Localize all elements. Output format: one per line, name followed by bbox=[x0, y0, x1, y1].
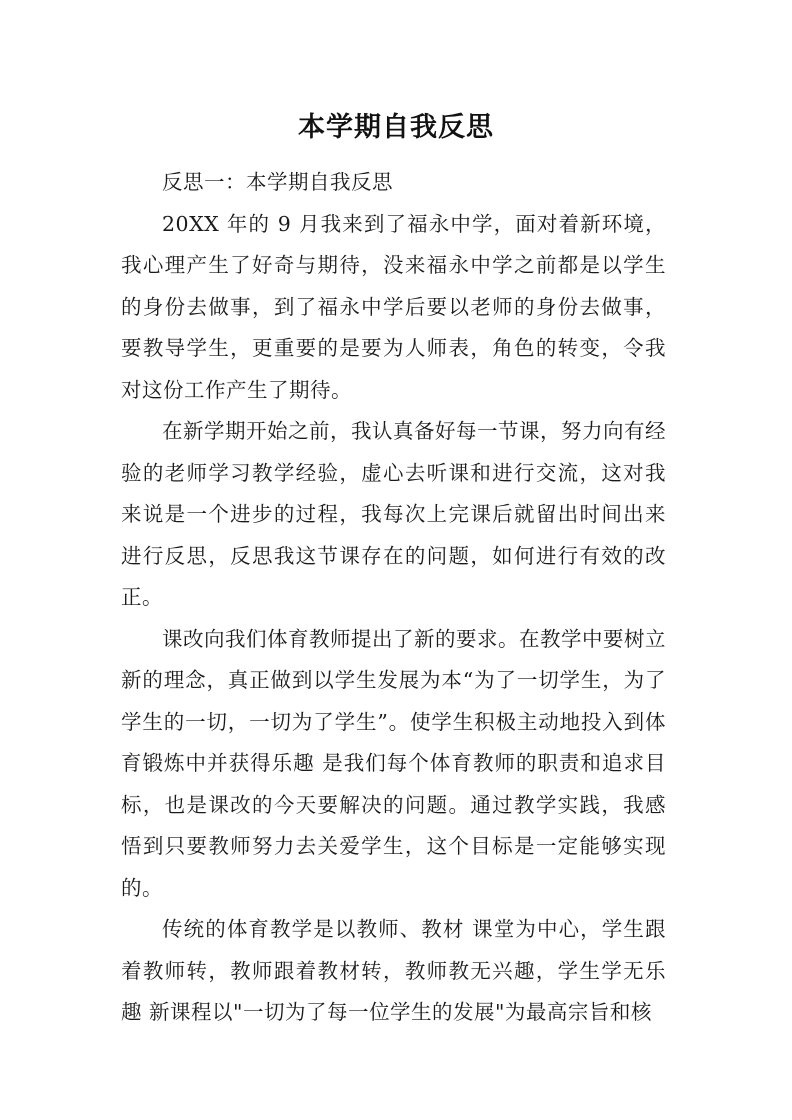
paragraph-subtitle: 反思一：本学期自我反思 bbox=[162, 170, 393, 194]
paragraph-preparation: 在新学期开始之前，我认真备好每一节课，努力向有经验的老师学习教学经验，虚心去听课和进行交流，这对我来说是一个进步的过程，我每次上完课后就留出时间出来进行反思，反思我这节课存在的问题，如何进行有效的改正。 bbox=[121, 419, 666, 609]
document-title: 本学期自我反思 bbox=[298, 112, 494, 143]
paragraph-arrival: 20XX 年的 9 月我来到了福永中学，面对着新环境，我心理产生了好奇与期待，没来福永中学之前都是以学生的身份去做事，到了福永中学后要以老师的身份去做事，要教导学生，更重要的是要为人师表，角色的转变，令我对这份工作产生了期待。 bbox=[121, 211, 666, 402]
document-body bbox=[121, 162, 666, 1034]
paragraph-curriculum-reform: 课改向我们体育教师提出了新的要求。在教学中要树立新的理念，真正做到以学生发展为本“为了一切学生，为了学生的一切，一切为了学生”。使学生积极主动地投入到体育锻炼中并获得乐趣 是我们每个体育教师的职责和追求目标，也是课改的今天要解决的问题。通过教学实践，我感悟到只要教师努力去关爱学生，这个目标是一定能够实现的。 bbox=[121, 626, 666, 900]
paragraph-traditional-teaching: 传统的体育教学是以教师、教材 课堂为中心，学生跟着教师转，教师跟着教材转，教师教无兴趣，学生学无乐趣 新课程以"一切为了每一位学生的发展"为最高宗旨和核 bbox=[121, 917, 666, 1024]
